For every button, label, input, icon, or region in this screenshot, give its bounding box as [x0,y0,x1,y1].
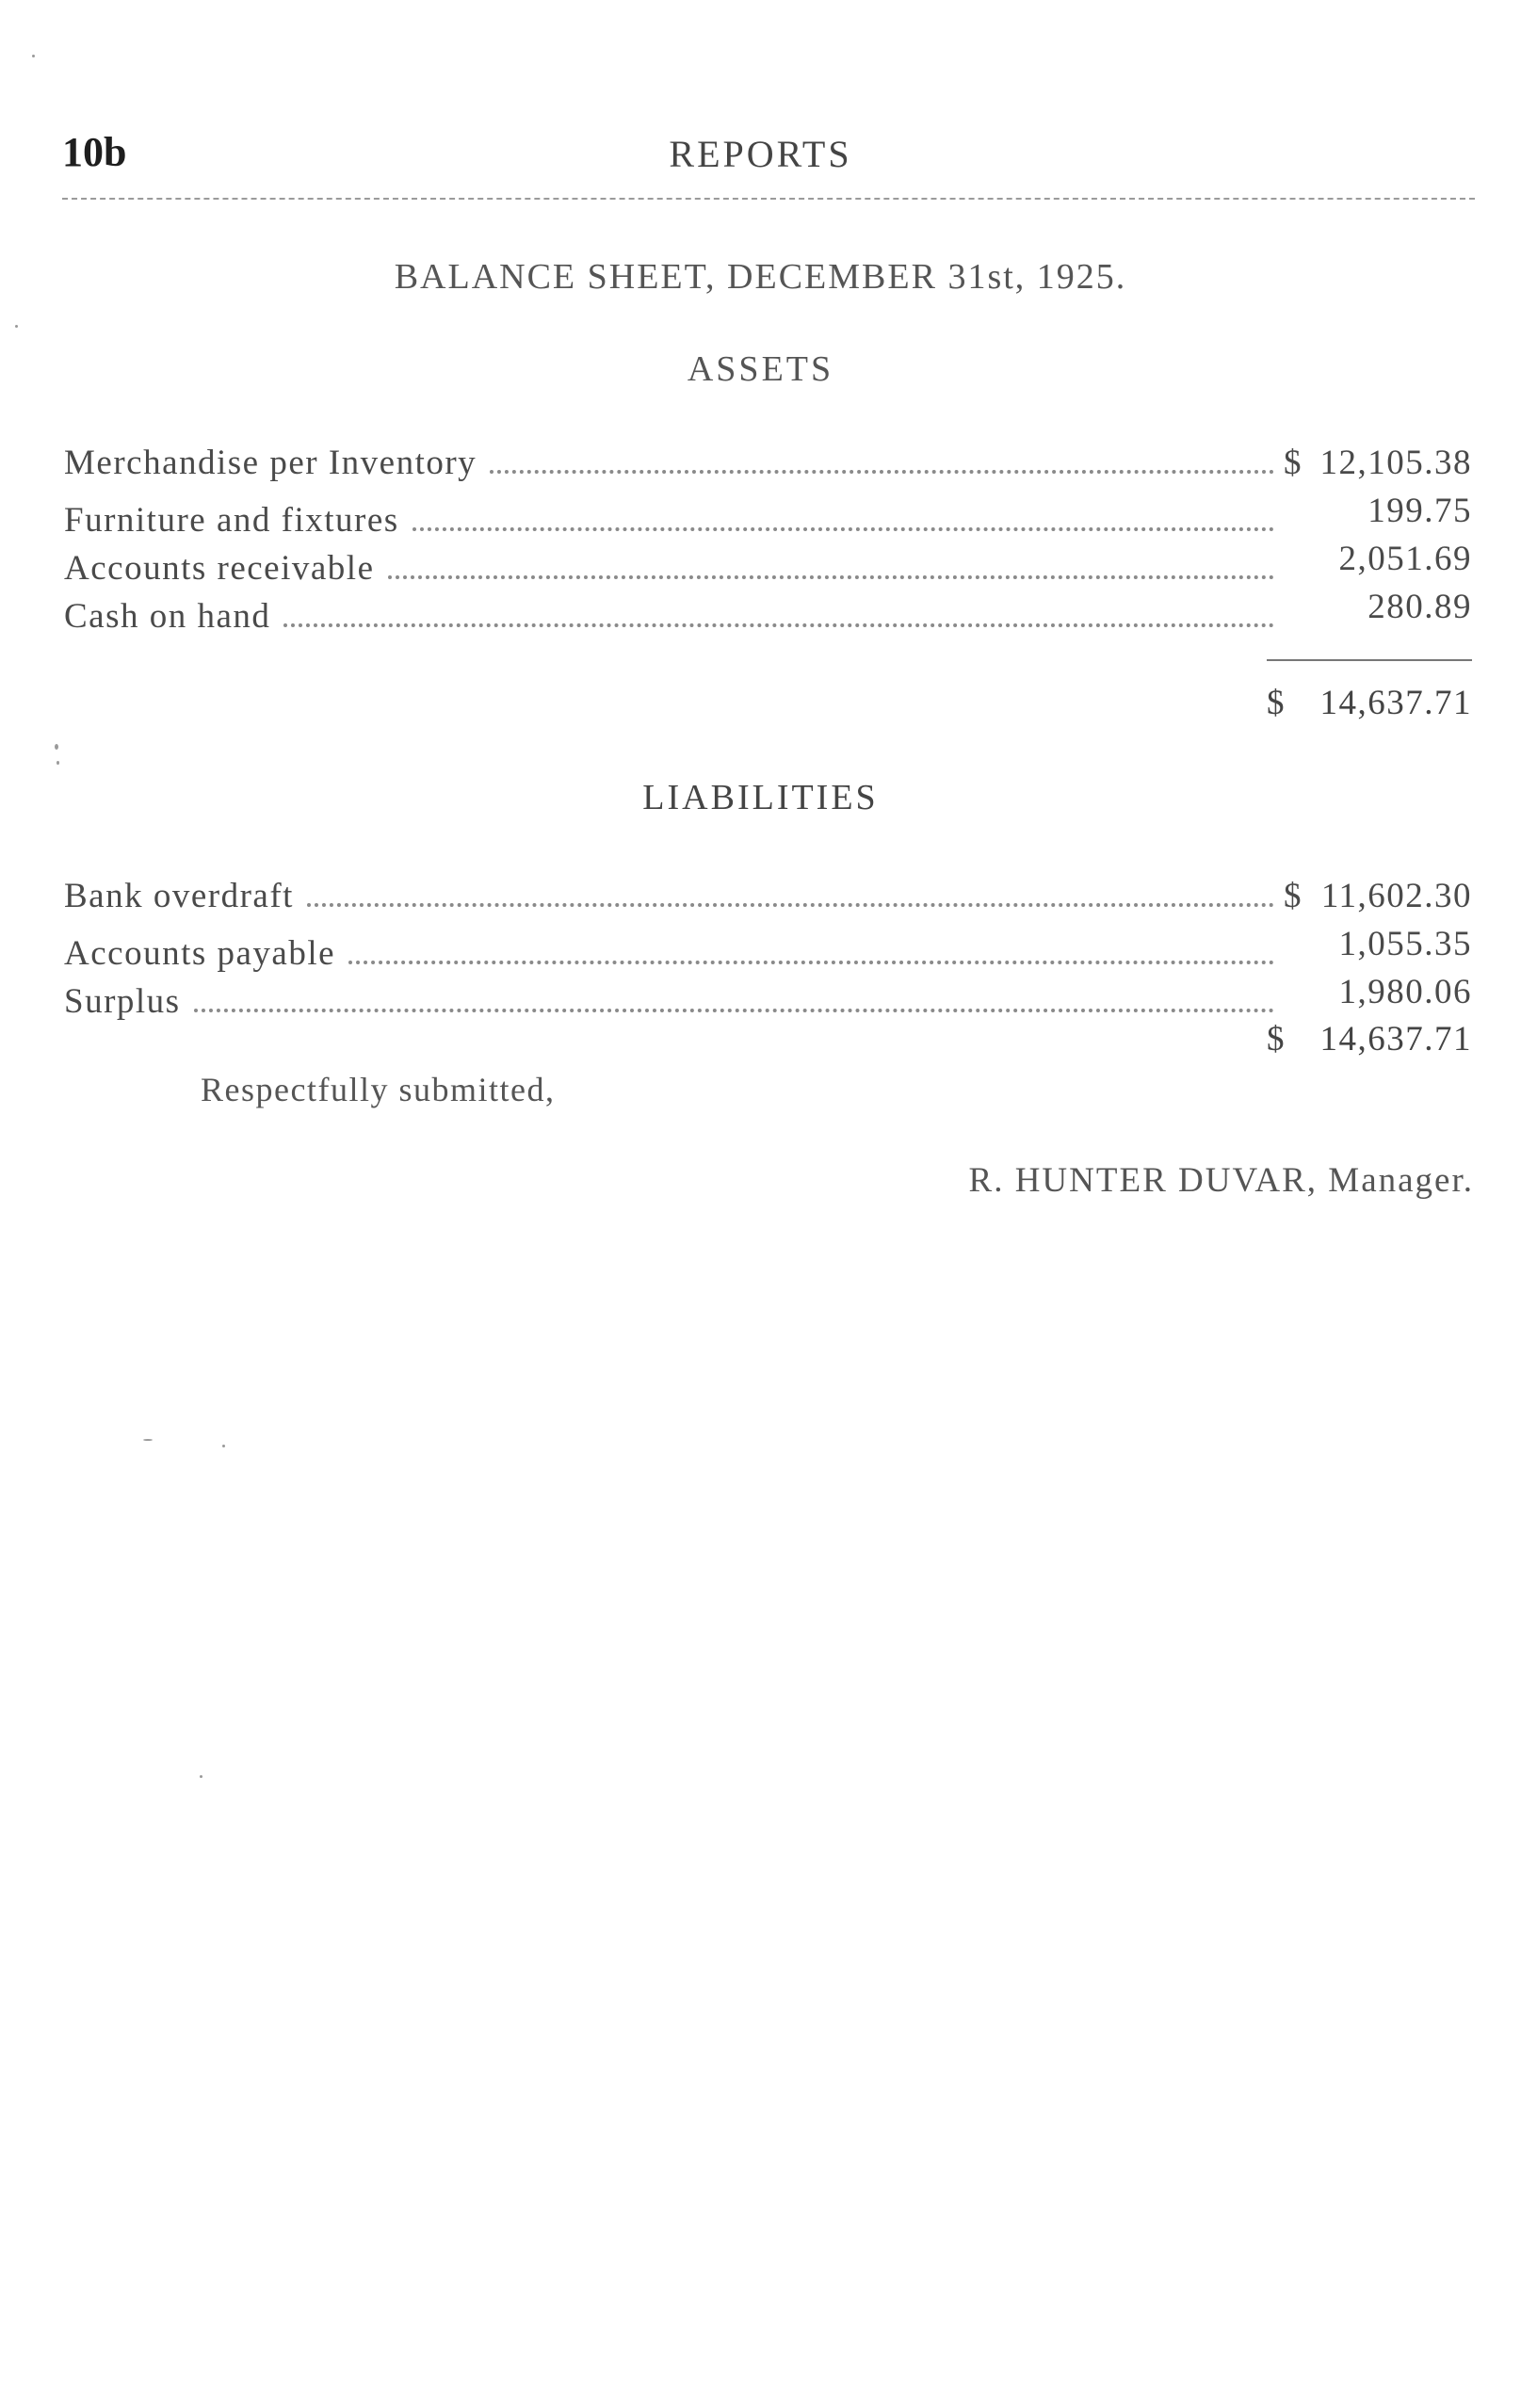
dot-leader [194,1009,1274,1012]
ledger-row-overdraft [64,876,1472,924]
currency-symbol: $ [1284,877,1303,915]
header-rule [62,198,1475,200]
row-label: Surplus [64,982,181,1021]
page-number: 10b [62,129,127,175]
assets-total-rule [1267,659,1472,661]
amount-value: 280.89 [1367,588,1472,626]
liabilities-total [1267,1019,1472,1059]
print-speck [57,761,59,765]
total-value: 14,637.71 [1319,1020,1472,1059]
row-label: Cash on hand [64,597,271,636]
liabilities-ledger [64,876,1472,1020]
print-speck [200,1775,202,1778]
currency-symbol: $ [1267,1020,1286,1059]
row-label: Accounts receivable [64,549,375,588]
print-speck [32,55,35,57]
row-label: Accounts payable [64,934,336,973]
ledger-row-surplus [64,972,1472,1020]
currency-symbol: $ [1267,684,1286,722]
print-speck [222,1445,225,1447]
amount-value: 1,055.35 [1338,925,1472,963]
amount-value: 12,105.38 [1319,444,1472,482]
row-amount [1274,972,1472,1012]
row-amount [1274,876,1472,916]
signature-line: R. HUNTER DUVAR, Manager. [968,1161,1474,1200]
row-label: Furniture and fixtures [64,501,399,540]
dot-leader [307,903,1274,907]
ledger-row-merchandise [64,443,1472,491]
row-label: Merchandise per Inventory [64,444,477,482]
ledger-row-cash [64,587,1472,635]
row-amount [1274,924,1472,964]
ledger-row-receivable [64,539,1472,587]
closing-line: Respectfully submitted, [201,1071,556,1108]
row-amount [1274,539,1472,579]
row-amount [1274,443,1472,483]
ledger-row-furniture [64,491,1472,539]
running-head: REPORTS [669,133,852,175]
amount-value: 2,051.69 [1338,540,1472,578]
currency-symbol [1274,972,1284,1012]
assets-ledger [64,443,1472,635]
amount-value: 1,980.06 [1338,973,1472,1011]
row-label: Bank overdraft [64,877,294,915]
balance-sheet-title: BALANCE SHEET, DECEMBER 31st, 1925. [394,257,1127,297]
dot-leader [283,623,1274,627]
row-amount [1274,491,1472,531]
currency-symbol [1274,539,1284,579]
print-speck [15,325,18,328]
currency-symbol [1274,924,1284,964]
liabilities-heading: LIABILITIES [642,778,879,817]
dot-leader [388,575,1275,579]
amount-value: 11,602.30 [1320,877,1472,915]
currency-symbol [1274,587,1284,627]
dot-leader [348,961,1274,964]
print-speck [55,744,58,750]
dot-leader [490,470,1274,474]
assets-heading: ASSETS [687,349,834,389]
ledger-row-payable [64,924,1472,972]
currency-symbol [1274,491,1284,531]
total-value: 14,637.71 [1319,684,1472,722]
currency-symbol: $ [1284,444,1303,482]
assets-total [1267,683,1472,723]
amount-value: 199.75 [1367,492,1472,530]
print-speck [143,1439,153,1441]
dot-leader [413,527,1274,531]
row-amount [1274,587,1472,627]
